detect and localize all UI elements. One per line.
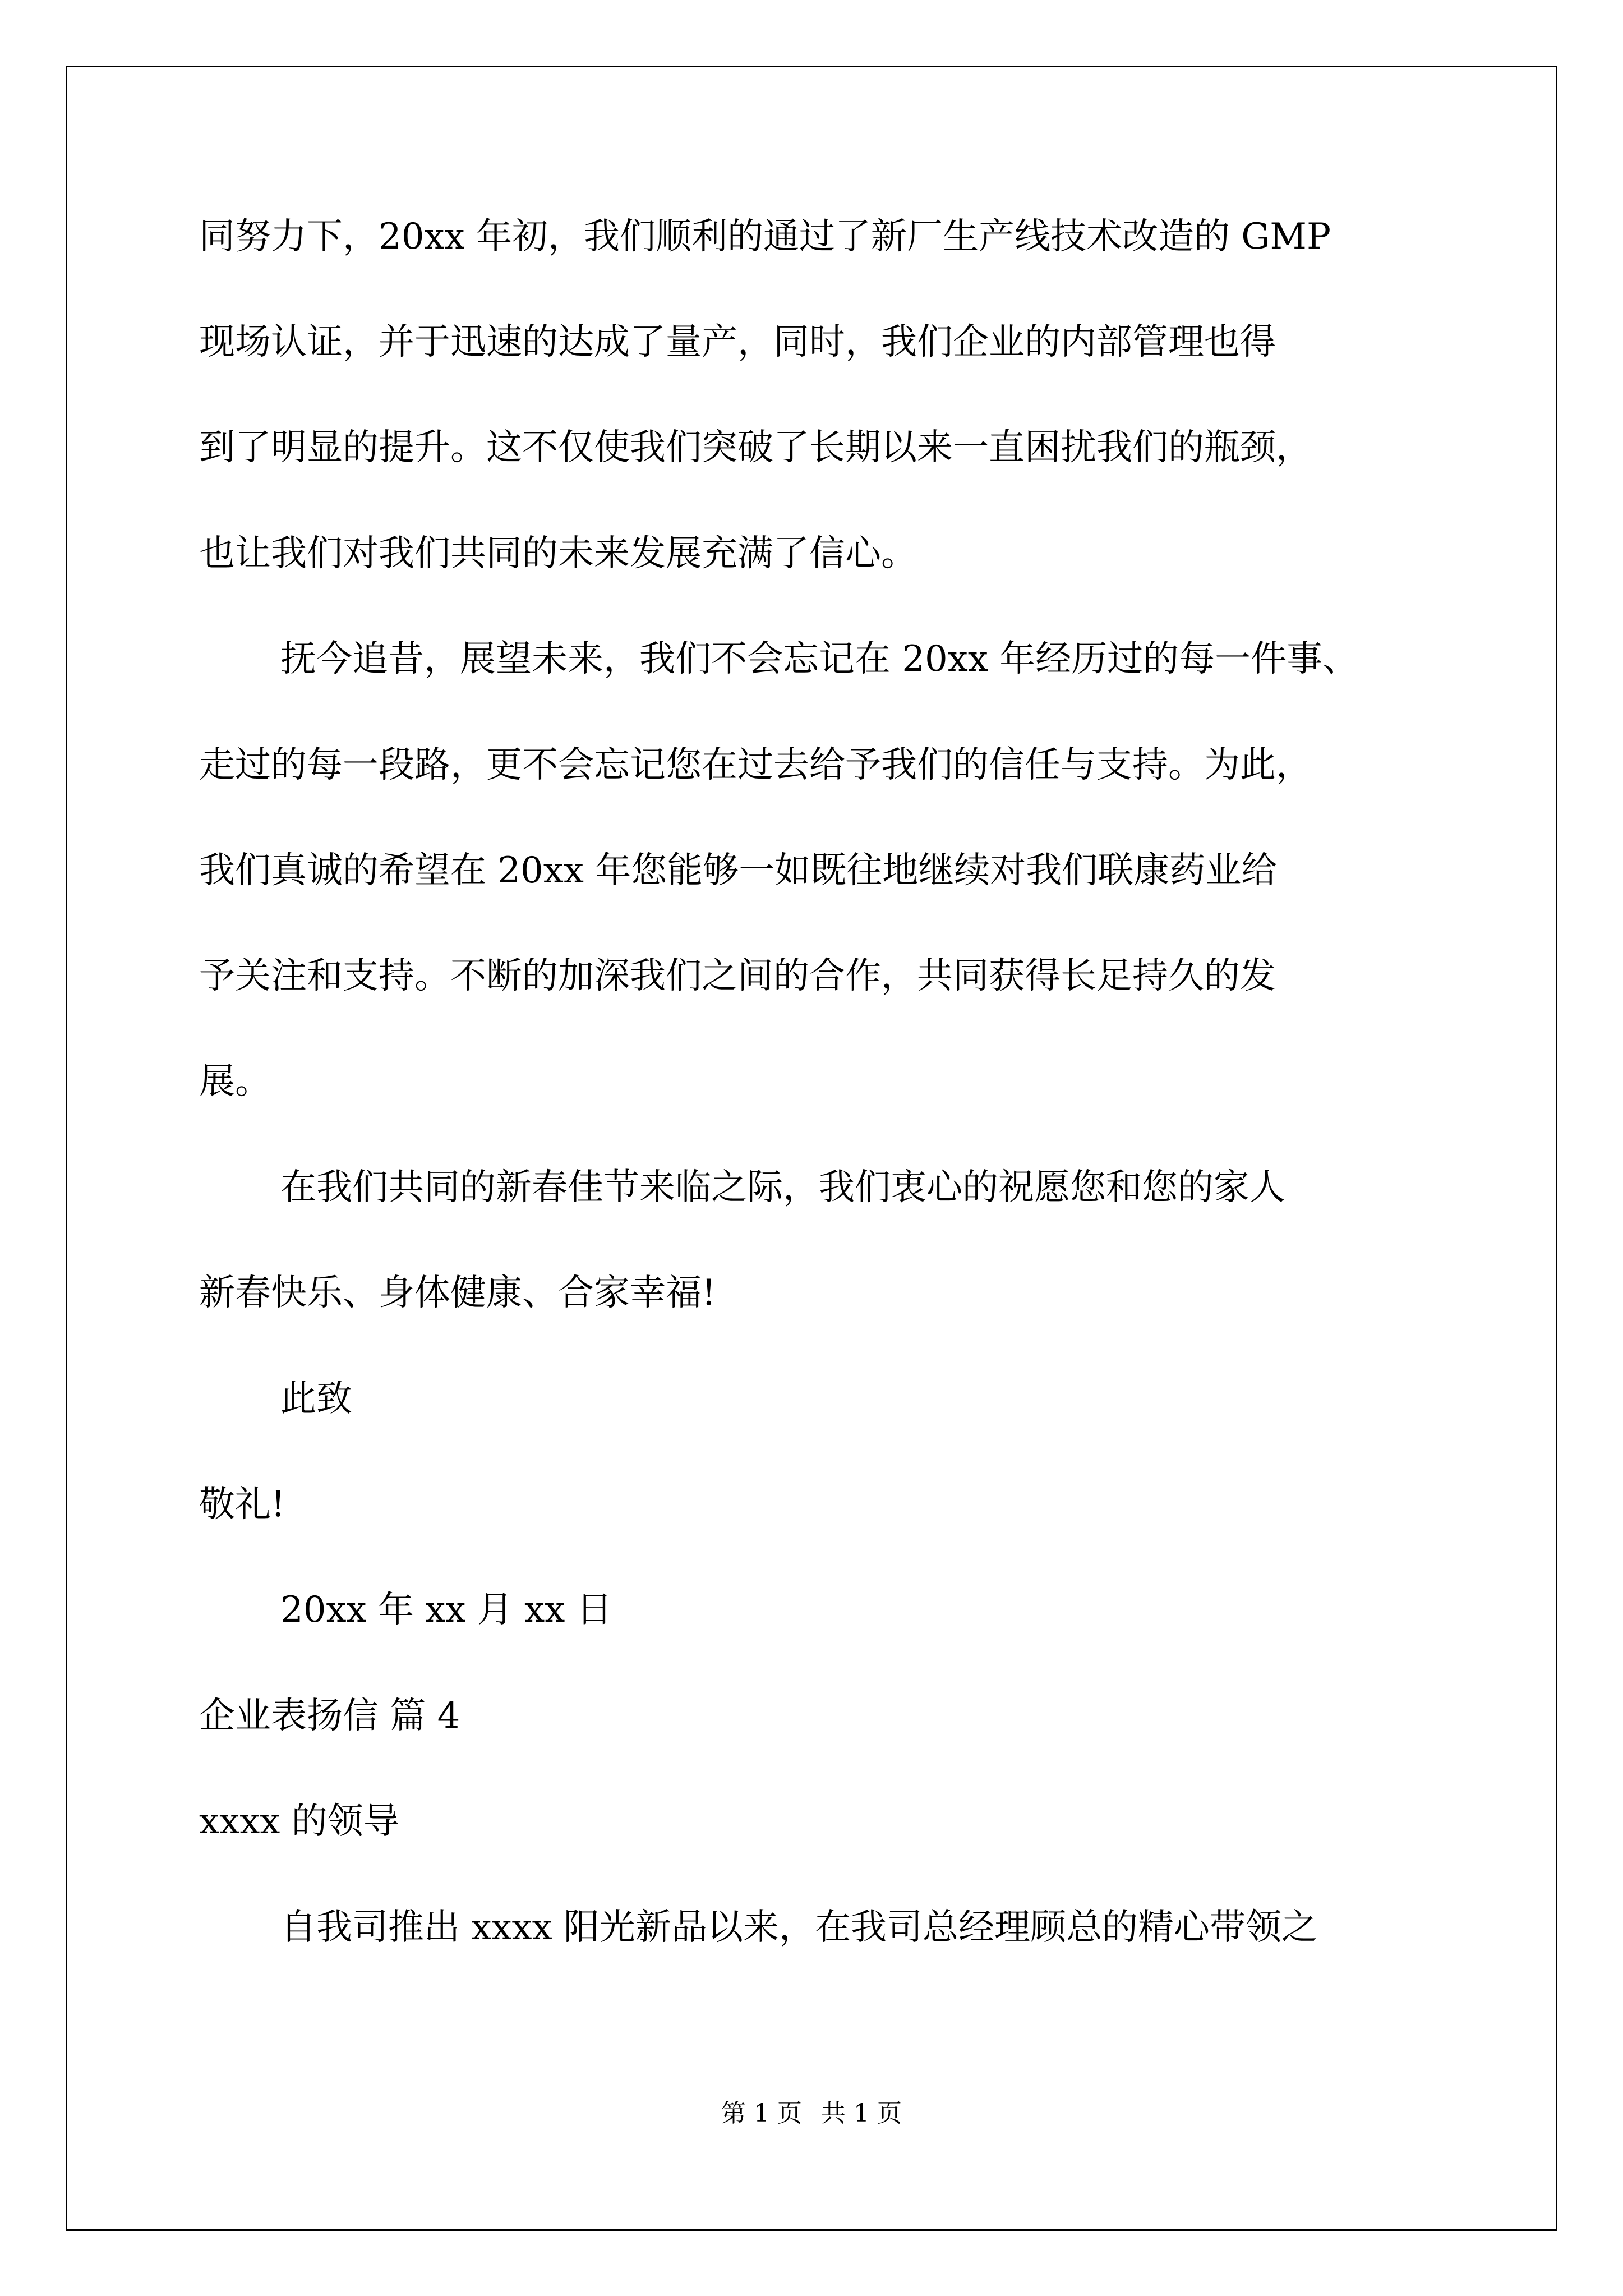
body-line: 展。	[199, 1061, 271, 1102]
page-footer	[0, 2098, 1623, 2129]
body-line: 到了明显的提升。这不仅使我们突破了长期以来一直困扰我们的瓶颈，	[199, 427, 1312, 468]
paragraph-start-line: 抚今追昔，展望未来，我们不会忘记在 20xx 年经历过的每一件事、	[280, 638, 1359, 680]
paragraph-start-line: 自我司推出 xxxx 阳光新品以来，在我司总经理顾总的精心带领之	[280, 1907, 1318, 1948]
body-line: 我们真诚的希望在 20xx 年您能够一如既往地继续对我们联康药业给	[199, 850, 1278, 891]
paragraph-start-line: 在我们共同的新春佳节来临之际，我们衷心的祝愿您和您的家人	[280, 1167, 1285, 1208]
body-line: 新春快乐、身体健康、合家幸福!	[199, 1272, 716, 1314]
page-total: 共 1 页	[821, 2099, 902, 2128]
section-title: 企业表扬信 篇 4	[199, 1695, 460, 1737]
salutation-line: 此致	[280, 1378, 352, 1420]
page-number: 第 1 页	[721, 2099, 802, 2128]
recipient-line: xxxx 的领导	[199, 1801, 399, 1842]
date-line: 20xx 年 xx 月 xx 日	[280, 1589, 612, 1631]
body-line: 走过的每一段路，更不会忘记您在过去给予我们的信任与支持。为此，	[199, 744, 1312, 786]
body-line: 现场认证，并于迅速的达成了量产，同时，我们企业的内部管理也得	[199, 321, 1276, 363]
body-line: 同努力下，20xx 年初，我们顺利的通过了新厂生产线技术改造的 GMP	[199, 216, 1331, 257]
body-line: 也让我们对我们共同的未来发展充满了信心。	[199, 533, 917, 574]
body-line: 予关注和支持。不断的加深我们之间的合作，共同获得长足持久的发	[199, 955, 1276, 997]
closing-line: 敬礼!	[199, 1484, 285, 1525]
